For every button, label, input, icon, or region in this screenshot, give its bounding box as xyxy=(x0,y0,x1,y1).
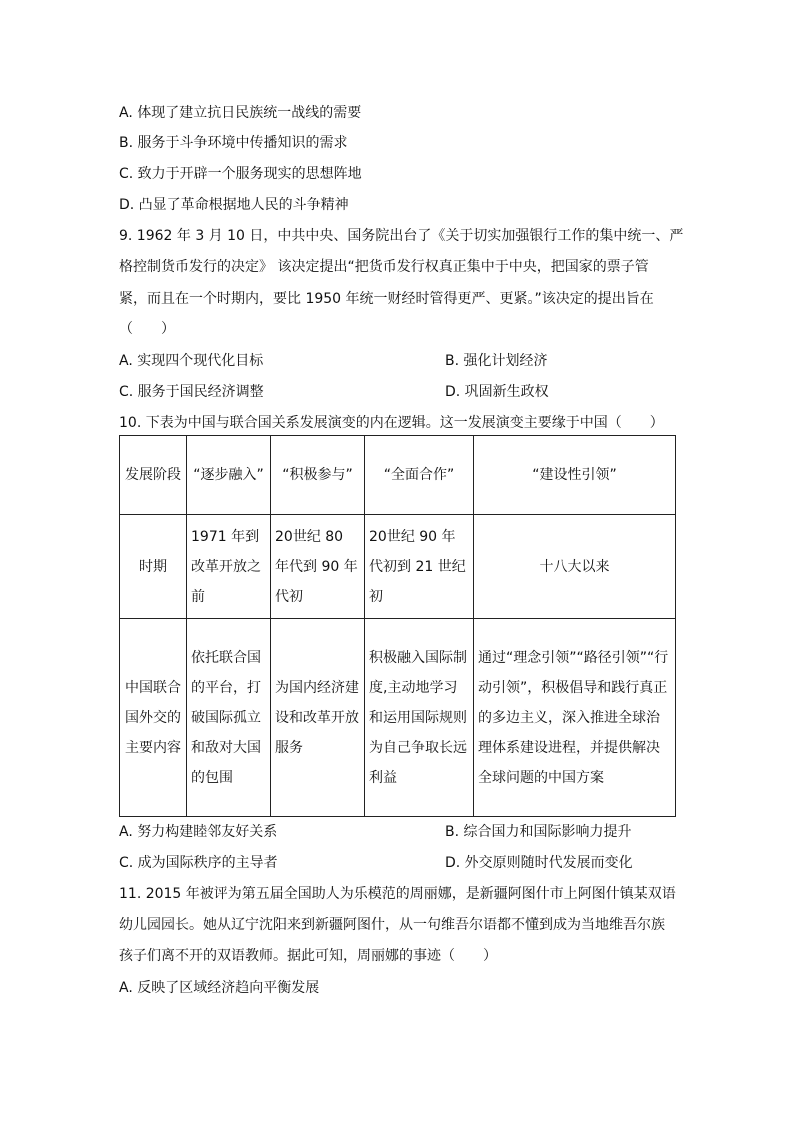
header-full-coop: “全面合作” xyxy=(365,436,474,515)
content-3: 积极融入国际制度,主动地学习和运用国际规则为自己争取长远利益 xyxy=(365,619,474,817)
header-step-in: “逐步融入” xyxy=(187,436,271,515)
q8-option-d: D. 凸显了革命根据地人民的斗争精神 xyxy=(119,197,349,213)
q9-stem-line-3: 紧，而且在一个时期内，要比 1950 年统一财经时管得更严、更紧。”该决定的提出旨在 xyxy=(119,291,654,307)
table-row-header xyxy=(120,436,676,515)
q10-option-a: A. 努力构建睦邻友好关系 xyxy=(119,824,278,840)
q9-stem-line-1: 9. 1962 年 3 月 10 日，中共中央、国务院出台了《关于切实加强银行工作的集中统一、严 xyxy=(119,228,684,244)
q9-option-d: D. 巩固新生政权 xyxy=(445,384,549,400)
q8-option-b: B. 服务于斗争环境中传播知识的需求 xyxy=(119,135,348,151)
header-stage: 发展阶段 xyxy=(120,436,187,515)
q11-option-a: A. 反映了区域经济趋向平衡发展 xyxy=(119,980,320,996)
content-label: 中国联合国外交的主要内容 xyxy=(120,619,187,817)
q11-stem-line-2: 幼儿园园长。她从辽宁沈阳来到新疆阿图什，从一句维吾尔语都不懂到成为当地维吾尔族 xyxy=(119,917,665,933)
q8-option-a: A. 体现了建立抗日民族统一战线的需要 xyxy=(119,105,362,121)
content-1: 依托联合国的平台，打破国际孤立和敌对大国的包围 xyxy=(187,619,271,817)
period-3: 20世纪 90 年代初到 21 世纪初 xyxy=(365,515,474,619)
period-1: 1971 年到改革开放之前 xyxy=(187,515,271,619)
q9-stem-line-4: （ ） xyxy=(119,321,175,337)
period-label: 时期 xyxy=(120,515,187,619)
q11-stem-line-1: 11. 2015 年被评为第五届全国助人为乐模范的周丽娜，是新疆阿图什市上阿图什镇某双语 xyxy=(119,886,676,902)
q10-option-b: B. 综合国力和国际影响力提升 xyxy=(445,824,632,840)
q8-option-c: C. 致力于开辟一个服务现实的思想阵地 xyxy=(119,166,362,182)
q9-option-c: C. 服务于国民经济调整 xyxy=(119,384,264,400)
q9-option-a: A. 实现四个现代化目标 xyxy=(119,353,264,369)
q10-stem: 10. 下表为中国与联合国关系发展演变的内在逻辑。这一发展演变主要缘于中国（ ） xyxy=(119,415,664,431)
q10-table xyxy=(119,435,676,817)
table-row-period xyxy=(120,515,676,619)
header-active: “积极参与” xyxy=(271,436,365,515)
q9-stem-line-2: 格控制货币发行的决定》 该决定提出“把货币发行权真正集中于中央，把国家的票子管 xyxy=(119,259,649,275)
q9-option-b: B. 强化计划经济 xyxy=(445,353,548,369)
content-2: 为国内经济建设和改革开放服务 xyxy=(271,619,365,817)
period-2: 20世纪 80 年代到 90 年代初 xyxy=(271,515,365,619)
period-4: 十八大以来 xyxy=(474,515,676,619)
content-4: 通过“理念引领”“路径引领”“行动引领”，积极倡导和践行真正的多边主义，深入推进全球治理体系建设进程，并提供解决全球问题的中国方案 xyxy=(474,619,676,817)
table-row-content xyxy=(120,619,676,817)
q11-stem-line-3: 孩子们离不开的双语教师。据此可知，周丽娜的事迹（ ） xyxy=(119,948,497,964)
q10-option-c: C. 成为国际秩序的主导者 xyxy=(119,855,278,871)
header-leading: “建设性引领” xyxy=(474,436,676,515)
q10-option-d: D. 外交原则随时代发展而变化 xyxy=(445,855,633,871)
